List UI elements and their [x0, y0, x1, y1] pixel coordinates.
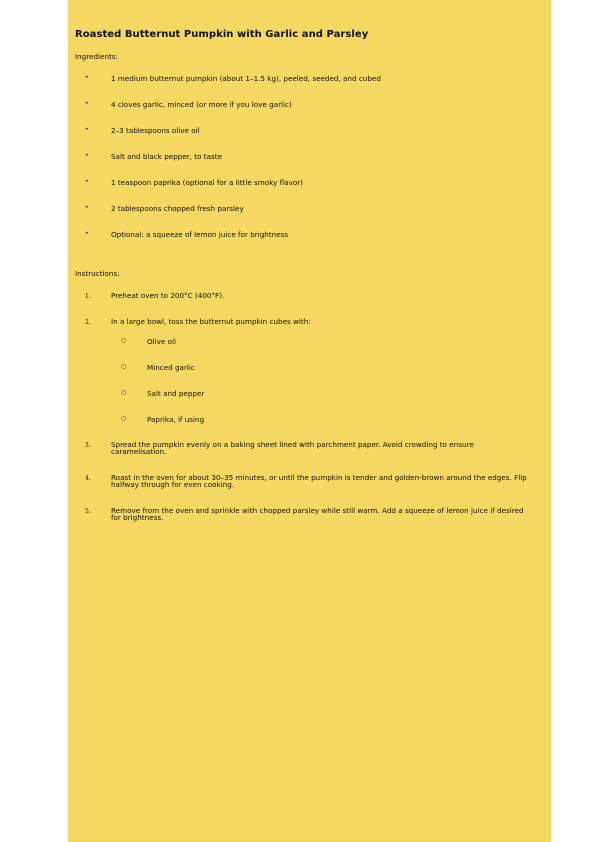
- bullet-icon: •: [85, 152, 89, 159]
- step-number: 2.: [85, 319, 91, 326]
- step-number: 4.: [85, 475, 91, 482]
- instructions-heading: Instructions:: [75, 269, 120, 278]
- bullet-icon: •: [85, 74, 89, 81]
- step-text: Remove from the oven and sprinkle with chopped parsley while still warm. Add a squeeze of lemon juice if desired for brightness.: [111, 506, 524, 522]
- circle-bullet-icon: ○: [121, 389, 127, 396]
- ingredient-item: [68, 230, 551, 242]
- bullet-icon: •: [85, 100, 89, 107]
- ingredient-text: Optional: a squeeze of lemon juice for brightness: [111, 230, 289, 239]
- recipe-title: Roasted Butternut Pumpkin with Garlic and Parsley: [75, 29, 369, 40]
- step-number: 5.: [85, 508, 91, 515]
- step-number: 1.: [85, 293, 91, 300]
- ingredient-item: [68, 152, 551, 164]
- bullet-icon: •: [85, 126, 89, 133]
- bullet-icon: •: [85, 204, 89, 211]
- sub-item-text: Salt and pepper: [147, 389, 205, 398]
- circle-bullet-icon: ○: [121, 363, 127, 370]
- step-text: In a large bowl, toss the butternut pumpkin cubes with:: [111, 317, 311, 326]
- ingredient-text: 4 cloves garlic, minced (or more if you love garlic): [111, 100, 292, 109]
- ingredients-heading: Ingredients:: [75, 52, 118, 61]
- circle-bullet-icon: ○: [121, 337, 127, 344]
- ingredient-text: 2 tablespoons chopped fresh parsley: [111, 204, 244, 213]
- step-number: 3.: [85, 442, 91, 449]
- ingredient-item: [68, 100, 551, 112]
- step-text: Spread the pumpkin evenly on a baking sheet lined with parchment paper. Avoid crowding to ensure caramelisation.: [111, 440, 474, 456]
- step-text: Roast in the oven for about 30–35 minutes, or until the pumpkin is tender and golden-brown around the edges. Flip halfway through for even cooking.: [111, 473, 527, 489]
- circle-bullet-icon: ○: [121, 415, 127, 422]
- step-text: Preheat oven to 200°C (400°F).: [111, 291, 225, 300]
- bullet-icon: •: [85, 230, 89, 237]
- ingredient-item: [68, 126, 551, 138]
- recipe-page: [68, 0, 551, 842]
- ingredient-item: [68, 204, 551, 216]
- ingredient-text: 1 medium butternut pumpkin (about 1–1.5 kg), peeled, seeded, and cubed: [111, 74, 381, 83]
- sub-item-text: Minced garlic: [147, 363, 195, 372]
- sub-item-text: Paprika, if using: [147, 415, 205, 424]
- ingredient-text: Salt and black pepper, to taste: [111, 152, 222, 161]
- bullet-icon: •: [85, 178, 89, 185]
- ingredient-item: [68, 178, 551, 190]
- ingredient-text: 2–3 tablespoons olive oil: [111, 126, 200, 135]
- ingredient-item: [68, 74, 551, 86]
- sub-item-text: Olive oil: [147, 337, 177, 346]
- ingredient-text: 1 teaspoon paprika (optional for a little smoky flavor): [111, 178, 303, 187]
